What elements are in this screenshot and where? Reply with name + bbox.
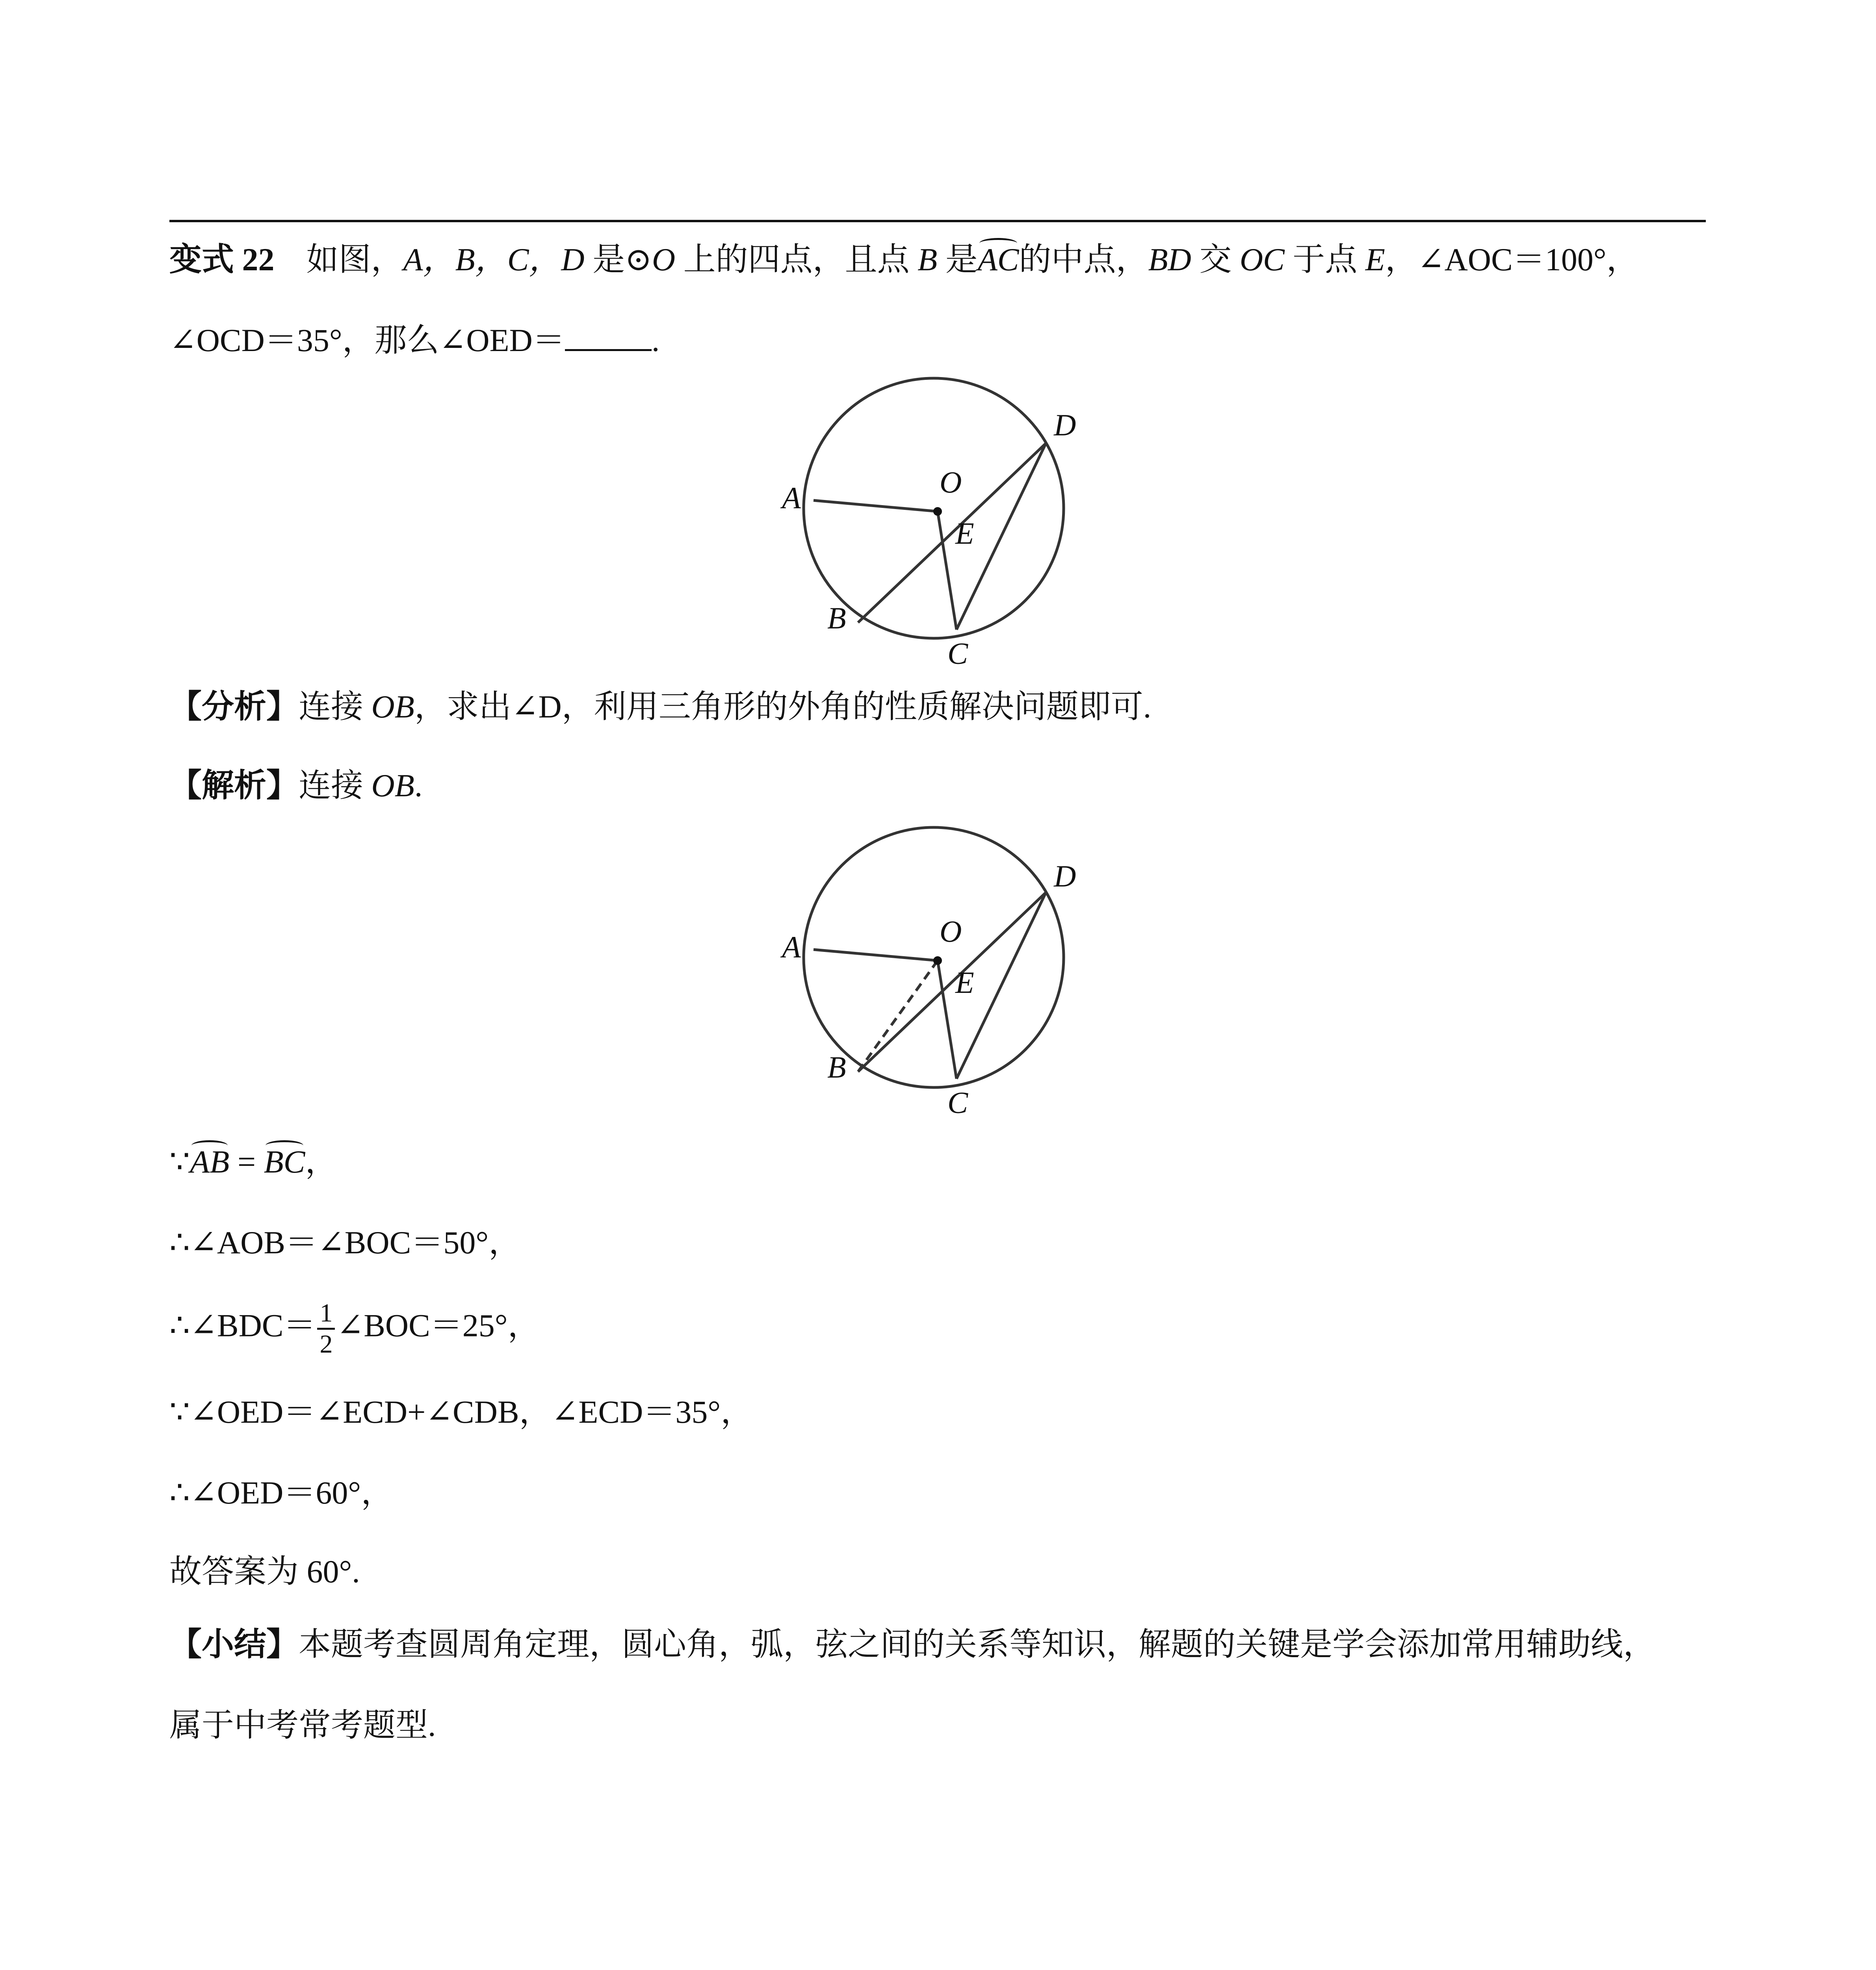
label-b: B (827, 601, 846, 635)
step-4: ∵∠OED＝∠ECD+∠CDB，∠ECD＝35°， (169, 1394, 753, 1430)
problem-line-1: 变式 22 如图，A，B，C，D 是⊙O 上的四点，且点 B 是AC的中点，BD 交 OC 于点 E，∠AOC＝100°， (169, 240, 1639, 279)
label-a: A (782, 930, 801, 964)
circle-figure-1 (768, 370, 1103, 678)
answer-blank (565, 325, 652, 351)
arc-ac: AC (978, 240, 1019, 279)
step-1: ∵AB = BC， (169, 1143, 337, 1181)
circle-symbol: ⊙ (625, 242, 652, 277)
center-dot (933, 507, 942, 516)
label-a: A (782, 481, 801, 515)
label-e: E (955, 516, 974, 550)
summary-line-2: 属于中考常考题型. (169, 1707, 436, 1743)
label-o: O (940, 465, 962, 499)
circle-outline (804, 827, 1064, 1087)
label-d: D (1054, 859, 1076, 893)
analysis-tag: 【分析】 (169, 689, 299, 725)
step-3: ∴∠BDC＝ $\frac{1}{2}$ ∠BOC＝25°， (169, 1299, 540, 1359)
solution-tag: 【解析】 (169, 768, 299, 803)
step-6: 故答案为 60°. (169, 1554, 360, 1589)
step-2: ∴∠AOB＝∠BOC＝50°， (169, 1225, 521, 1260)
label-c: C (947, 636, 968, 671)
segment-ob-dashed (858, 961, 938, 1072)
circle-outline (804, 378, 1064, 638)
circle-figure-2 (768, 823, 1103, 1131)
segment-ao (814, 950, 938, 961)
problem-line-2: ∠OCD＝35°，那么∠OED＝ . (169, 322, 660, 358)
solution-line: 【解析】连接 OB. (169, 768, 423, 803)
problem-label: 变式 22 (169, 242, 275, 277)
label-o: O (940, 914, 962, 948)
segment-ao (814, 500, 938, 511)
fraction-one-half: $\frac{1}{2}$ (317, 1300, 335, 1357)
step-5: ∴∠OED＝60°， (169, 1475, 394, 1511)
label-d: D (1054, 408, 1076, 442)
arc-ab: AB (190, 1143, 229, 1181)
summary-tag: 【小结】 (169, 1626, 299, 1662)
summary-line-1: 【小结】本题考查圆周角定理，圆心角，弧，弦之间的关系等知识，解题的关键是学会添加常用辅助线， (169, 1626, 1656, 1662)
label-b: B (827, 1050, 846, 1084)
center-dot (933, 956, 942, 965)
segment-oc (938, 511, 957, 630)
analysis-line: 【分析】连接 OB，求出∠D，利用三角形的外角的性质解决问题即可. (169, 689, 1152, 725)
label-c: C (947, 1085, 968, 1120)
label-e: E (955, 965, 974, 1000)
segment-oc (938, 961, 957, 1079)
header-rule (169, 220, 1706, 222)
arc-bc: BC (264, 1143, 305, 1181)
